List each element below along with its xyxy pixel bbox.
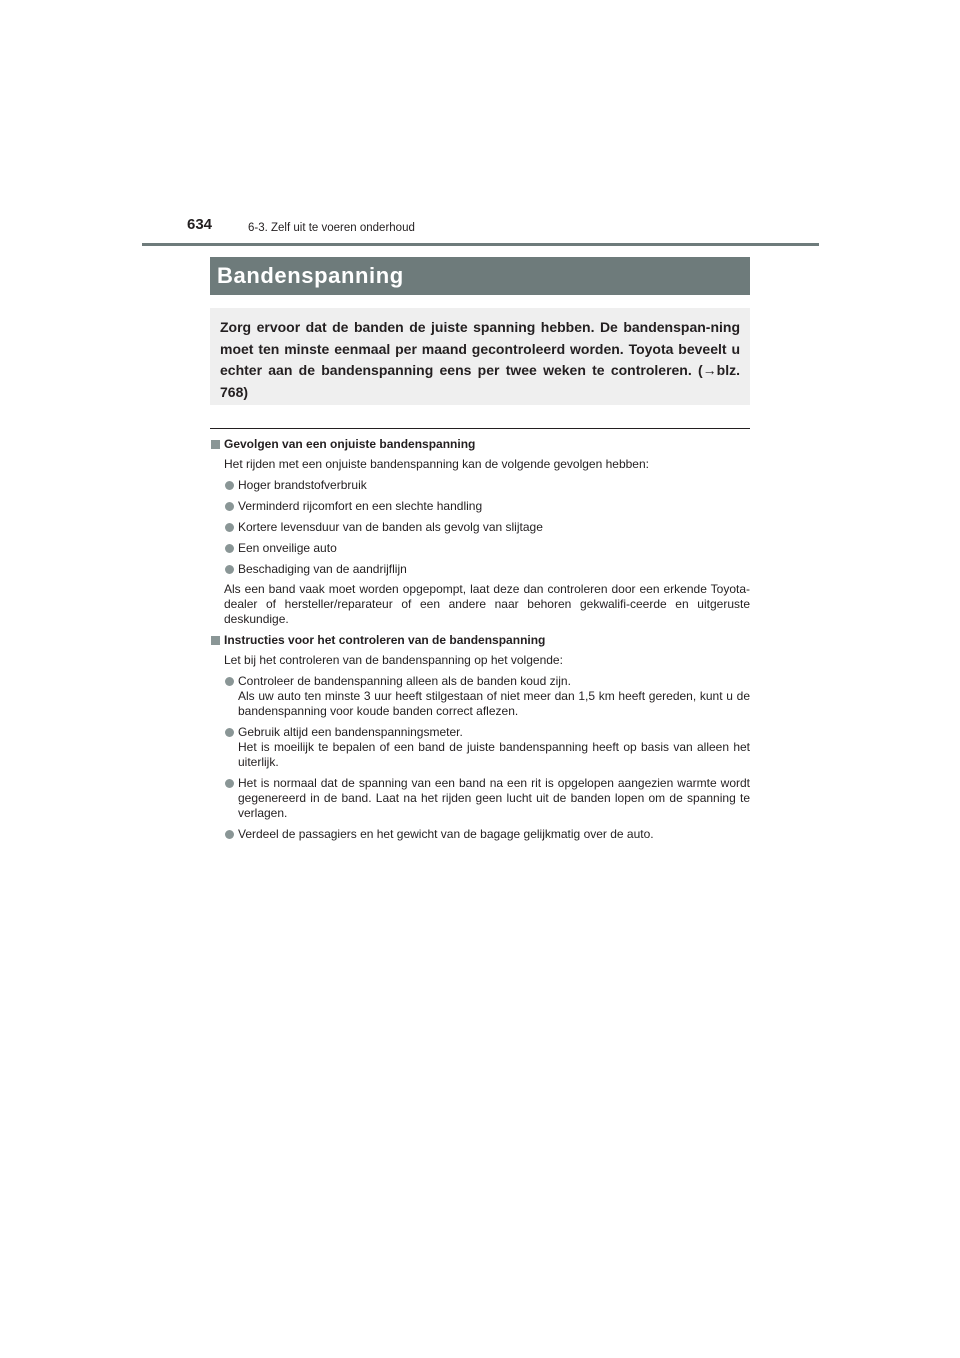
- section-heading-instructions: [210, 633, 750, 648]
- page-number: 634: [187, 216, 213, 233]
- heading-text: Gevolgen van een onjuiste bandenspanning: [224, 437, 476, 451]
- list-item: [210, 499, 750, 514]
- list-item-text: Verdeel de passagiers en het gewicht van de bagage gelijkmatig over de auto.: [238, 827, 654, 841]
- list-item: [210, 478, 750, 493]
- round-bullet-icon: [225, 544, 234, 553]
- list-item-detail: Als uw auto ten minste 3 uur heeft stilgestaan of niet meer dan 1,5 km heeft gereden, kunt u de bandenspanning voor koude banden correct aflezen.: [238, 689, 750, 718]
- list-item: [210, 674, 750, 719]
- list-item-text: Een onveilige auto: [238, 541, 337, 555]
- list-item: [210, 541, 750, 556]
- intro-box: [210, 308, 750, 405]
- list-item-text: Kortere levensduur van de banden als gevolg van slijtage: [238, 520, 543, 534]
- intro-text: Zorg ervoor dat de banden de juiste spanning hebben. De bandenspan-ning moet ten minste eenmaal per maand gecontroleerd worden. Toyota beveelt u echter aan de bandenspanning eens per twee weken te controleren. (→blz. 768): [220, 319, 740, 400]
- list-item-text: Hoger brandstofverbruik: [238, 478, 367, 492]
- round-bullet-icon: [225, 779, 234, 788]
- round-bullet-icon: [225, 565, 234, 574]
- list-item-text: Het is normaal dat de spanning van een band na een rit is opgelopen aangezien warmte wordt gegenereerd in de band. Laat na het rijden geen lucht uit de banden lopen om de spanning te verlagen.: [238, 776, 750, 820]
- section-lead: Het rijden met een onjuiste bandenspanning kan de volgende gevolgen hebben:: [224, 457, 649, 471]
- square-bullet-icon: [211, 440, 220, 449]
- list-item: [210, 562, 750, 577]
- round-bullet-icon: [225, 728, 234, 737]
- list-item-detail: Het is moeilijk te bepalen of een band de juiste bandenspanning heeft op basis van alleen het uiterlijk.: [238, 740, 750, 769]
- section-divider: [210, 428, 750, 429]
- round-bullet-icon: [225, 502, 234, 511]
- title-bar: [210, 257, 750, 295]
- heading-text: Instructies voor het controleren van de bandenspanning: [224, 633, 546, 647]
- round-bullet-icon: [225, 523, 234, 532]
- section-breadcrumb: 6-3. Zelf uit te voeren onderhoud: [248, 222, 415, 234]
- header-divider: [142, 243, 819, 246]
- section-heading-consequences: [210, 437, 750, 452]
- main-content: [210, 436, 750, 842]
- list-item-text: Beschadiging van de aandrijflijn: [238, 562, 407, 576]
- list-item: [210, 725, 750, 770]
- round-bullet-icon: [225, 481, 234, 490]
- round-bullet-icon: [225, 830, 234, 839]
- square-bullet-icon: [211, 636, 220, 645]
- section-lead: Let bij het controleren van de bandenspanning op het volgende:: [224, 653, 563, 667]
- page-title: Bandenspanning: [217, 263, 404, 288]
- round-bullet-icon: [225, 677, 234, 686]
- list-item: [210, 520, 750, 535]
- list-item-text: Verminderd rijcomfort en een slechte handling: [238, 499, 483, 513]
- list-item-text: Controleer de bandenspanning alleen als de banden koud zijn.: [238, 674, 571, 688]
- list-item: [210, 776, 750, 821]
- list-item-text: Gebruik altijd een bandenspanningsmeter.: [238, 725, 463, 739]
- section-note: Als een band vaak moet worden opgepompt, laat deze dan controleren door een erkende Toyota-dealer of hersteller/reparateur of een andere naar behoren gekwalifi-ceerde en uitgeruste deskundige.: [224, 582, 750, 626]
- list-item: [210, 827, 750, 842]
